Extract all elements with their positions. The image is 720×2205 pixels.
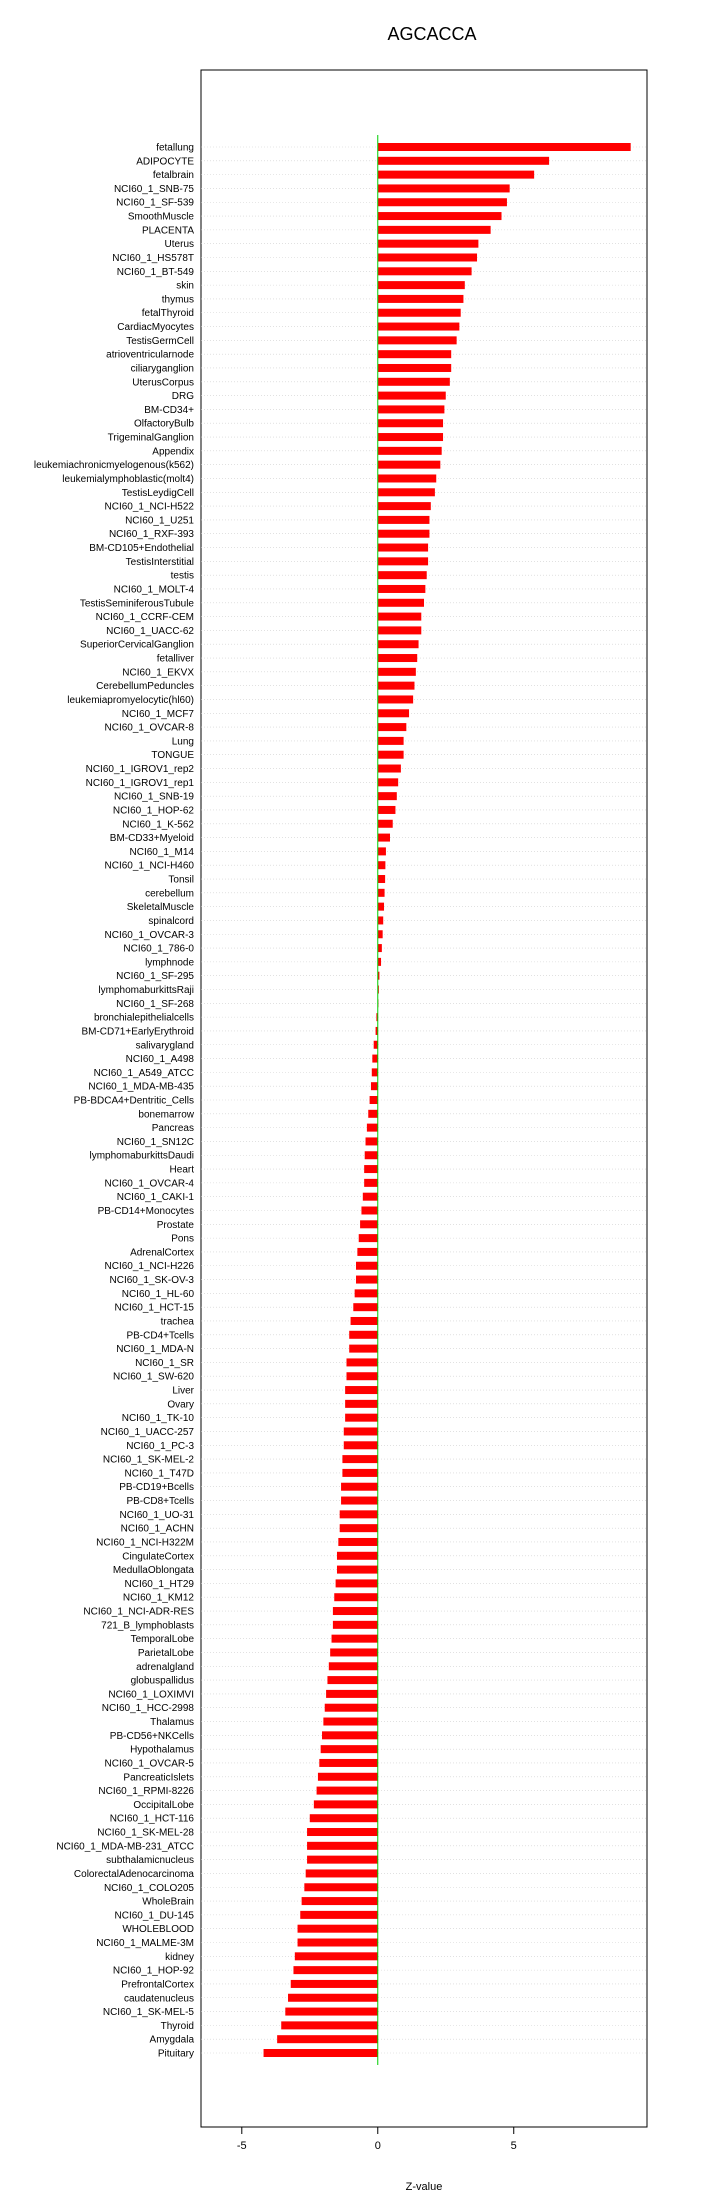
category-label: Uterus: [164, 239, 194, 251]
category-label: ADIPOCYTE: [136, 156, 194, 168]
bar: [378, 613, 422, 621]
bar: [370, 1096, 378, 1104]
bar: [378, 847, 386, 855]
bar: [337, 1552, 378, 1560]
category-label: NCI60_1_IGROV1_rep2: [85, 764, 194, 776]
bar: [351, 1317, 378, 1325]
bar: [345, 1386, 378, 1394]
category-label: NCI60_1_OVCAR-8: [104, 722, 194, 734]
category-label: BM-CD71+EarlyErythroid: [81, 1026, 194, 1038]
bar: [334, 1593, 378, 1601]
category-label: lymphomaburkittsRaji: [98, 985, 194, 997]
category-label: Pons: [171, 1233, 194, 1245]
bar: [378, 378, 450, 386]
bar: [356, 1262, 378, 1270]
category-label: fetalThyroid: [141, 308, 194, 320]
bar: [378, 323, 460, 331]
category-label: Hypothalamus: [130, 1744, 194, 1756]
bar: [378, 640, 419, 648]
category-label: NCI60_1_ACHN: [120, 1523, 194, 1535]
bar: [307, 1828, 378, 1836]
category-label: NCI60_1_IGROV1_rep1: [85, 777, 194, 789]
category-label: NCI60_1_NCI-H460: [104, 860, 194, 872]
bar: [285, 2008, 377, 2016]
category-label: NCI60_1_SNB-19: [113, 791, 194, 803]
bar: [372, 1055, 377, 1063]
bar: [378, 530, 430, 538]
bar: [346, 1372, 377, 1380]
category-label: SkeletalMuscle: [126, 902, 194, 914]
category-label: PancreaticIslets: [123, 1772, 194, 1784]
category-label: NCI60_1_NCI-ADR-RES: [83, 1606, 194, 1618]
category-label: NCI60_1_SF-539: [116, 197, 194, 209]
category-label: NCI60_1_NCI-H226: [104, 1261, 194, 1273]
bar: [353, 1303, 377, 1311]
category-label: skin: [176, 280, 194, 292]
category-label: MedullaOblongata: [112, 1565, 194, 1577]
category-label: PB-BDCA4+Dentritic_Cells: [73, 1095, 194, 1107]
category-label: NCI60_1_KM12: [122, 1592, 194, 1604]
bar: [378, 309, 461, 317]
bar: [359, 1234, 378, 1242]
bar: [317, 1787, 378, 1795]
bar: [378, 806, 396, 814]
bar: [356, 1276, 378, 1284]
category-label: Pituitary: [157, 2048, 194, 2060]
category-label: NCI60_1_OVCAR-4: [104, 1178, 194, 1190]
bar: [306, 1869, 378, 1877]
bar: [330, 1648, 378, 1656]
bar: [378, 184, 510, 192]
bar: [302, 1897, 378, 1905]
x-axis-label: Z-value: [405, 2181, 443, 2193]
grid-lines: [201, 147, 647, 2053]
category-label: BM-CD33+Myeloid: [109, 833, 194, 845]
bar: [288, 1994, 378, 2002]
bar: [341, 1497, 378, 1505]
category-label: NCI60_1_NCI-H322M: [96, 1537, 194, 1549]
bar: [345, 1400, 378, 1408]
category-label: DRG: [171, 391, 194, 403]
category-label: NCI60_1_OVCAR-3: [104, 929, 194, 941]
category-label: CardiacMyocytes: [117, 322, 194, 334]
category-label: NCI60_1_SNB-75: [113, 183, 194, 195]
category-label: NCI60_1_SW-620: [113, 1371, 194, 1383]
category-label: NCI60_1_SK-MEL-28: [97, 1827, 194, 1839]
category-label: NCI60_1_A549_ATCC: [93, 1067, 194, 1079]
bar: [349, 1345, 378, 1353]
bar: [378, 557, 428, 565]
bar: [264, 2049, 378, 2057]
bar: [298, 1925, 378, 1933]
category-labels: [34, 143, 195, 2060]
category-label: NCI60_1_A498: [125, 1054, 194, 1066]
category-label: NCI60_1_HCT-15: [114, 1302, 194, 1314]
category-label: OlfactoryBulb: [133, 418, 194, 430]
category-label: 721_B_lymphoblasts: [101, 1620, 194, 1632]
bar: [321, 1745, 378, 1753]
category-label: SmoothMuscle: [127, 211, 194, 223]
bar: [378, 585, 426, 593]
bar: [355, 1289, 378, 1297]
x-tick-label: -5: [236, 2140, 247, 2152]
bar: [326, 1690, 378, 1698]
category-label: NCI60_1_HCC-2998: [101, 1703, 194, 1715]
bar: [378, 916, 383, 924]
category-label: PB-CD56+NKCells: [109, 1730, 194, 1742]
category-label: TestisLeydigCell: [121, 487, 194, 499]
bar: [378, 723, 407, 731]
bar: [378, 392, 446, 400]
category-label: leukemiapromyelocytic(hl60): [67, 694, 194, 706]
category-label: NCI60_1_SN12C: [116, 1136, 194, 1148]
bar: [291, 1980, 378, 1988]
category-label: PB-CD4+Tcells: [126, 1330, 194, 1342]
bar: [318, 1773, 378, 1781]
bar: [277, 2035, 378, 2043]
bar: [325, 1704, 378, 1712]
bar: [374, 1041, 378, 1049]
category-label: Heart: [169, 1164, 194, 1176]
category-label: NCI60_1_SK-MEL-5: [102, 2007, 194, 2019]
bar: [378, 571, 427, 579]
category-label: PB-CD19+Bcells: [119, 1482, 194, 1494]
category-label: Pancreas: [151, 1123, 194, 1135]
bar: [378, 889, 385, 897]
category-label: Appendix: [152, 446, 194, 458]
category-label: UterusCorpus: [132, 377, 194, 389]
category-label: TemporalLobe: [130, 1634, 194, 1646]
category-label: TONGUE: [151, 750, 194, 762]
bar: [307, 1856, 378, 1864]
bar: [349, 1331, 378, 1339]
bar: [341, 1483, 378, 1491]
category-label: NCI60_1_K-562: [122, 819, 194, 831]
bar: [378, 516, 430, 524]
bar: [378, 143, 631, 151]
x-tick-label: 0: [374, 2140, 381, 2152]
category-label: Amygdala: [149, 2034, 194, 2046]
category-label: NCI60_1_TK-10: [121, 1413, 194, 1425]
bar: [378, 364, 451, 372]
bar: [378, 709, 409, 717]
bar: [340, 1524, 378, 1532]
category-label: CerebellumPeduncles: [96, 681, 194, 693]
category-label: atrioventricularnode: [106, 349, 194, 361]
category-label: NCI60_1_BT-549: [116, 266, 194, 278]
category-label: globuspallidus: [130, 1675, 194, 1687]
bar: [378, 861, 386, 869]
bar: [378, 198, 507, 206]
category-label: NCI60_1_MOLT-4: [113, 584, 194, 596]
category-label: cerebellum: [145, 888, 194, 900]
bar: [332, 1635, 378, 1643]
category-label: bronchialepithelialcells: [93, 1012, 194, 1024]
category-label: NCI60_1_U251: [125, 515, 194, 527]
bar: [329, 1662, 378, 1670]
bar: [323, 1718, 377, 1726]
category-label: NCI60_1_SF-268: [116, 998, 194, 1010]
category-label: fetallung: [156, 142, 194, 154]
category-label: subthalamicnucleus: [106, 1855, 194, 1867]
category-label: NCI60_1_LOXIMVI: [108, 1689, 194, 1701]
category-label: NCI60_1_M14: [129, 846, 194, 858]
category-label: NCI60_1_SF-295: [116, 971, 194, 983]
bar: [298, 1939, 378, 1947]
category-label: leukemialymphoblastic(molt4): [62, 473, 194, 485]
chart-title: AGCACCA: [387, 24, 477, 44]
category-label: NCI60_1_EKVX: [122, 667, 194, 679]
bar: [378, 474, 436, 482]
bar: [281, 2021, 378, 2029]
category-label: CingulateCortex: [122, 1551, 194, 1563]
category-label: WHOLEBLOOD: [122, 1924, 194, 1936]
bar: [378, 171, 534, 179]
bar: [378, 737, 404, 745]
bar: [378, 903, 384, 911]
bar: [378, 654, 417, 662]
bar: [344, 1441, 378, 1449]
category-label: NCI60_1_SK-OV-3: [109, 1275, 194, 1287]
bar: [378, 695, 413, 703]
bar: [314, 1800, 378, 1808]
category-label: NCI60_1_MDA-MB-435: [88, 1081, 194, 1093]
bar: [378, 295, 464, 303]
category-label: spinalcord: [148, 915, 194, 927]
category-label: NCI60_1_MDA-MB-231_ATCC: [56, 1841, 194, 1853]
bar: [295, 1952, 378, 1960]
category-label: trachea: [160, 1316, 194, 1328]
bar: [378, 447, 442, 455]
bar: [378, 267, 472, 275]
bar: [378, 778, 398, 786]
bar: [378, 875, 385, 883]
bar: [338, 1538, 377, 1546]
category-label: AdrenalCortex: [130, 1247, 194, 1259]
bar: [363, 1193, 378, 1201]
category-label: lymphomaburkittsDaudi: [89, 1150, 194, 1162]
category-label: ParietalLobe: [137, 1647, 194, 1659]
category-label: PrefrontalCortex: [121, 1979, 194, 1991]
bar: [378, 502, 431, 510]
category-label: TestisGermCell: [126, 335, 194, 347]
category-label: NCI60_1_RPMI-8226: [98, 1786, 194, 1798]
category-label: NCI60_1_NCI-H522: [104, 501, 194, 513]
category-label: NCI60_1_HCT-116: [109, 1813, 194, 1825]
category-label: kidney: [165, 1951, 194, 1963]
bar: [366, 1137, 378, 1145]
bar: [378, 488, 435, 496]
bar: [304, 1883, 377, 1891]
bar: [346, 1358, 377, 1366]
bar: [378, 419, 443, 427]
bar: [337, 1566, 378, 1574]
bar: [310, 1814, 378, 1822]
bar: [378, 226, 491, 234]
bar: [378, 212, 502, 220]
bar: [378, 792, 397, 800]
category-label: ciliaryganglion: [130, 363, 194, 375]
category-label: WholeBrain: [142, 1896, 194, 1908]
category-label: OccipitalLobe: [133, 1799, 194, 1811]
category-label: NCI60_1_CCRF-CEM: [95, 612, 194, 624]
category-label: PLACENTA: [141, 225, 194, 237]
bar: [319, 1759, 377, 1767]
bar: [378, 765, 401, 773]
category-label: TestisSeminiferousTubule: [79, 598, 194, 610]
bar: [378, 433, 443, 441]
category-label: NCI60_1_SK-MEL-2: [102, 1454, 194, 1466]
bar: [378, 626, 422, 634]
bar: [368, 1110, 378, 1118]
bar: [327, 1676, 377, 1684]
category-label: NCI60_1_UACC-257: [100, 1426, 194, 1438]
x-axis: [237, 2127, 517, 2152]
bar: [361, 1206, 377, 1214]
bar: [360, 1220, 378, 1228]
bar: [378, 350, 451, 358]
category-label: NCI60_1_UO-31: [119, 1509, 194, 1521]
bar: [365, 1151, 378, 1159]
category-label: adrenalgland: [136, 1661, 194, 1673]
category-label: fetalliver: [156, 653, 194, 665]
category-label: leukemiachronicmyelogenous(k562): [33, 460, 194, 472]
category-label: NCI60_1_HL-60: [121, 1288, 194, 1300]
category-label: SuperiorCervicalGanglion: [80, 639, 194, 651]
category-label: NCI60_1_MALME-3M: [96, 1938, 194, 1950]
category-label: caudatenucleus: [123, 1993, 194, 2005]
category-label: TestisInterstitial: [125, 556, 194, 568]
category-label: NCI60_1_T47D: [124, 1468, 194, 1480]
category-label: NCI60_1_HOP-92: [112, 1965, 194, 1977]
category-label: Thyroid: [160, 2020, 194, 2032]
bar: [367, 1124, 378, 1132]
category-label: NCI60_1_OVCAR-5: [104, 1758, 194, 1770]
category-label: bonemarrow: [138, 1109, 194, 1121]
bar: [342, 1469, 377, 1477]
bar: [333, 1621, 378, 1629]
category-label: lymphnode: [145, 957, 194, 969]
bar: [371, 1082, 378, 1090]
category-label: Thalamus: [150, 1717, 194, 1729]
bar: [342, 1455, 377, 1463]
bar: [364, 1165, 378, 1173]
category-label: TrigeminalGanglion: [107, 432, 194, 444]
bar: [378, 668, 416, 676]
category-label: fetalbrain: [152, 170, 194, 182]
bar: [378, 944, 382, 952]
bar: [378, 240, 479, 248]
category-label: testis: [170, 570, 194, 582]
bar: [333, 1607, 378, 1615]
category-label: thymus: [161, 294, 194, 306]
bar: [336, 1579, 378, 1587]
category-label: NCI60_1_PC-3: [126, 1440, 194, 1452]
bar: [364, 1179, 378, 1187]
category-label: BM-CD34+: [144, 404, 194, 416]
bar: [300, 1911, 378, 1919]
category-label: NCI60_1_MCF7: [121, 708, 194, 720]
bar: [378, 751, 404, 759]
bar: [378, 930, 383, 938]
bar: [378, 599, 424, 607]
bar: [322, 1731, 378, 1739]
category-label: NCI60_1_UACC-62: [106, 625, 194, 637]
category-label: NCI60_1_HOP-62: [112, 805, 194, 817]
bar: [344, 1427, 378, 1435]
bar: [378, 461, 441, 469]
bar: [307, 1842, 378, 1850]
bar: [378, 405, 445, 413]
bar: [378, 253, 477, 261]
bar: [378, 336, 457, 344]
bar: [372, 1068, 378, 1076]
category-label: Prostate: [156, 1219, 194, 1231]
category-label: PB-CD14+Monocytes: [97, 1205, 194, 1217]
bar: [378, 544, 428, 552]
category-label: NCI60_1_DU-145: [114, 1910, 194, 1922]
bar: [293, 1966, 377, 1974]
bar: [378, 820, 393, 828]
category-label: salivarygland: [135, 1040, 194, 1052]
category-label: NCI60_1_CAKI-1: [116, 1192, 194, 1204]
category-label: NCI60_1_RXF-393: [108, 529, 194, 541]
bar: [378, 157, 549, 165]
bar: [340, 1510, 378, 1518]
category-label: Ovary: [167, 1399, 194, 1411]
category-label: BM-CD105+Endothelial: [89, 543, 194, 555]
category-label: NCI60_1_SR: [135, 1357, 194, 1369]
bar: [378, 834, 390, 842]
category-label: NCI60_1_MDA-N: [116, 1344, 194, 1356]
bar: [345, 1414, 378, 1422]
bar: [357, 1248, 377, 1256]
x-tick-label: 5: [510, 2140, 517, 2152]
category-label: NCI60_1_786-0: [123, 943, 194, 955]
category-label: PB-CD8+Tcells: [126, 1496, 194, 1508]
category-label: NCI60_1_HT29: [124, 1578, 194, 1590]
bar: [378, 281, 465, 289]
category-label: Lung: [171, 736, 194, 748]
category-label: Liver: [172, 1385, 194, 1397]
category-label: NCI60_1_HS578T: [112, 252, 194, 264]
category-label: Tonsil: [168, 874, 194, 886]
category-label: ColorectalAdenocarcinoma: [73, 1868, 194, 1880]
category-label: NCI60_1_COLO205: [103, 1882, 194, 1894]
bar: [378, 682, 415, 690]
